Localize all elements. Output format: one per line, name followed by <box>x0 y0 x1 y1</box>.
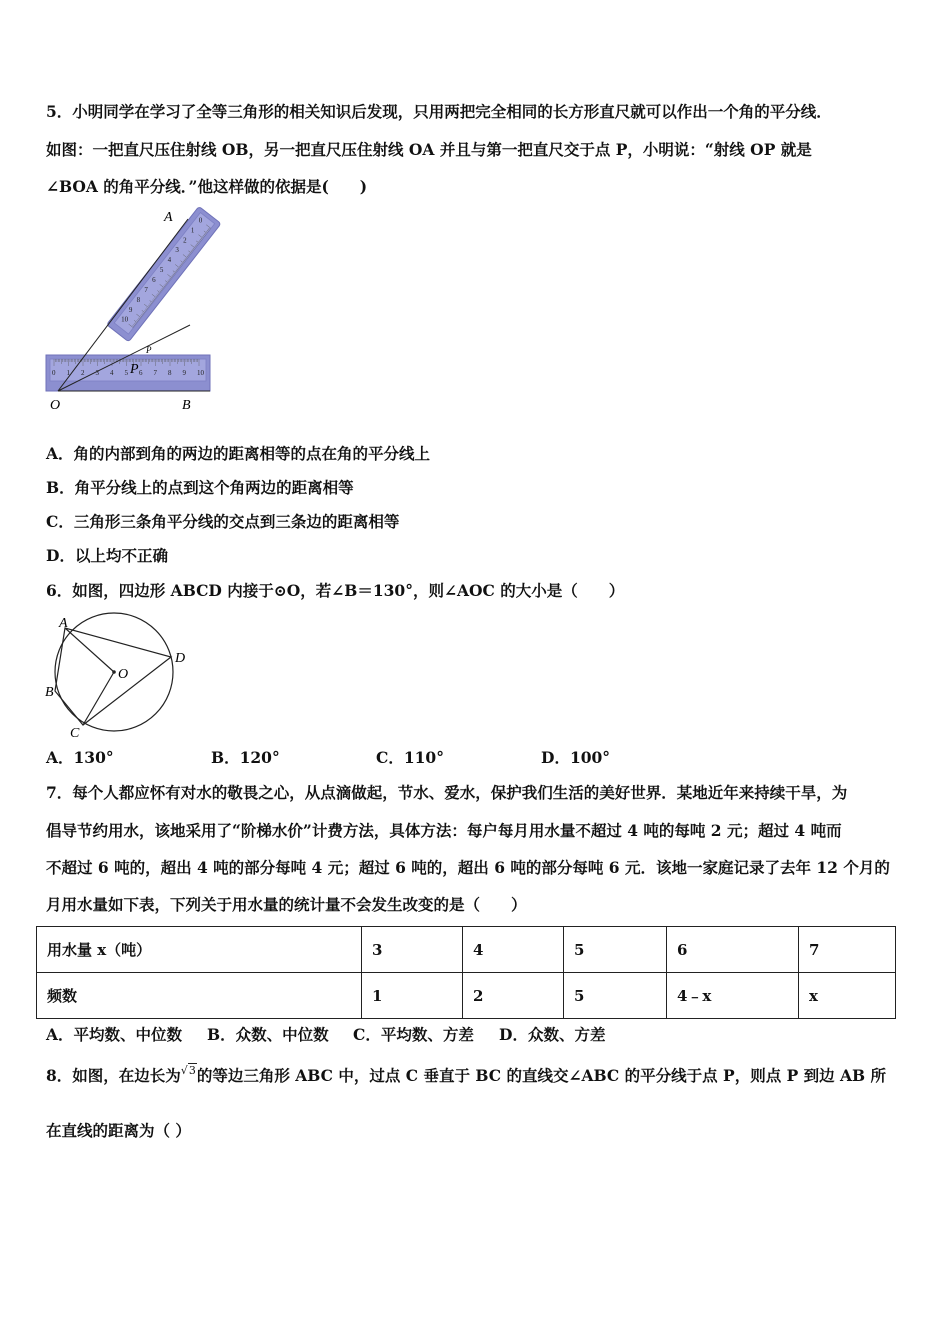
table-cell: 4 <box>463 927 564 973</box>
q6-circle-figure <box>40 612 200 742</box>
ruler-number: 9 <box>128 305 133 314</box>
q6-option-c: C．110° <box>376 748 444 767</box>
q6-option-b: B．120° <box>211 748 280 767</box>
ruler-number: 4 <box>167 256 172 265</box>
q8-line-1 <box>46 1065 886 1089</box>
q5-option-a: A．角的内部到角的两边的距离相等的点在角的平分线上 <box>46 444 431 463</box>
ruler-number: 5 <box>159 266 164 275</box>
table-row <box>37 927 896 973</box>
ruler-number: 0 <box>198 216 203 225</box>
q7-line-3: 不超过 6 吨的，超出 4 吨的部分每吨 4 元；超过 6 吨的，超出 6 吨的部分每吨 6 元．该地一家庭记录了去年 12 个月的 <box>46 858 890 877</box>
label-A: A <box>164 210 173 225</box>
label-A: A <box>59 616 68 631</box>
ruler-number: 6 <box>139 369 143 377</box>
ruler-number: 5 <box>124 369 128 377</box>
label-P-small: P <box>146 345 152 355</box>
center-dot <box>112 670 116 674</box>
ruler-number: 10 <box>121 315 129 324</box>
table-cell: 6 <box>667 927 799 973</box>
q7-option-c: C．平均数、方差 <box>353 1025 474 1044</box>
q6-stem: 6．如图，四边形 ABCD 内接于⊙O，若∠B＝130°，则∠AOC 的大小是（ ） <box>46 581 625 600</box>
ruler-number: 7 <box>153 369 157 377</box>
ruler-number: 9 <box>182 369 186 377</box>
ruler-number: 8 <box>168 369 172 377</box>
q5-option-b: B．角平分线上的点到这个角两边的距离相等 <box>46 478 354 497</box>
table-cell: 2 <box>463 973 564 1019</box>
water-usage-table <box>36 926 896 1019</box>
label-B: B <box>45 685 54 700</box>
label-P: P <box>130 362 139 377</box>
q7-option-d: D．众数、方差 <box>499 1025 606 1044</box>
table-cell: x <box>799 973 896 1019</box>
segment-OC <box>83 672 114 725</box>
q6-option-d: D．100° <box>541 748 611 767</box>
table-cell: 频数 <box>37 973 362 1019</box>
q5-line-2: 如图：一把直尺压住射线 OB，另一把直尺压住射线 OA 并且与第一把直尺交于点 P，小明说：“射线 OP 就是 <box>46 140 812 159</box>
ruler-number: 4 <box>110 369 114 377</box>
label-C: C <box>70 726 80 741</box>
table-cell: 3 <box>362 927 463 973</box>
sqrt-symbol: √ <box>180 1064 188 1077</box>
table-cell: 1 <box>362 973 463 1019</box>
ruler-number: 8 <box>136 295 141 304</box>
label-O: O <box>118 667 129 682</box>
table-cell: 5 <box>564 973 667 1019</box>
table-row <box>37 973 896 1019</box>
q7-option-a: A．平均数、中位数 <box>46 1025 183 1044</box>
q6-option-a: A．130° <box>46 748 114 767</box>
ruler-number: 2 <box>183 236 187 245</box>
label-O: O <box>50 398 61 413</box>
ruler-number: 1 <box>66 369 70 377</box>
q8-text-part1: 8．如图，在边长为 <box>46 1066 181 1085</box>
q7-line-1: 7．每个人都应怀有对水的敬畏之心，从点滴做起，节水、爱水，保护我们生活的美好世界．某地近年来持续干旱，为 <box>46 783 848 802</box>
table-cell: 5 <box>564 927 667 973</box>
q7-line-4: 月用水量如下表，下列关于用水量的统计量不会发生改变的是（ ） <box>46 895 527 914</box>
q8-line-2: 在直线的距离为（ ） <box>46 1121 191 1140</box>
sqrt-three <box>181 1060 197 1082</box>
ruler-number: 3 <box>175 246 179 255</box>
quadrilateral-ABCD <box>55 628 171 725</box>
sqrt-radicand: 3 <box>188 1064 196 1077</box>
table-cell: 7 <box>799 927 896 973</box>
q7-line-2: 倡导节约用水，该地采用了“阶梯水价”计费方法，具体方法：每户每月用水量不超过 4 吨的每吨 2 元；超过 4 吨而 <box>46 821 842 840</box>
q7-option-b: B．众数、中位数 <box>207 1025 329 1044</box>
table-cell: 4﹣x <box>667 973 799 1019</box>
ruler-number: 1 <box>190 226 195 235</box>
ruler-number: 7 <box>144 285 148 294</box>
q5-option-d: D．以上均不正确 <box>46 546 168 565</box>
ruler-number: 0 <box>52 369 56 377</box>
q5-ruler-figure <box>40 205 230 420</box>
label-B: B <box>182 398 191 413</box>
q5-line-3: ∠BOA 的角平分线．”他这样做的依据是( ) <box>46 177 368 196</box>
slanted-ruler <box>107 206 221 341</box>
table-cell: 用水量 x（吨） <box>37 927 362 973</box>
q8-text-part2: 的等边三角形 ABC 中，过点 C 垂直于 BC 的直线交∠ABC 的平分线于点 P，则点 P 到边 AB 所 <box>196 1066 887 1085</box>
ruler-number: 6 <box>152 275 156 284</box>
q5-line-1: 5．小明同学在学习了全等三角形的相关知识后发现，只用两把完全相同的长方形直尺就可以作出一个角的平分线． <box>46 102 832 121</box>
ruler-number: 3 <box>95 369 99 377</box>
q5-option-c: C．三角形三条角平分线的交点到三条边的距离相等 <box>46 512 400 531</box>
ruler-number: 2 <box>81 369 85 377</box>
label-D: D <box>175 651 186 666</box>
ruler-number: 10 <box>197 369 204 377</box>
